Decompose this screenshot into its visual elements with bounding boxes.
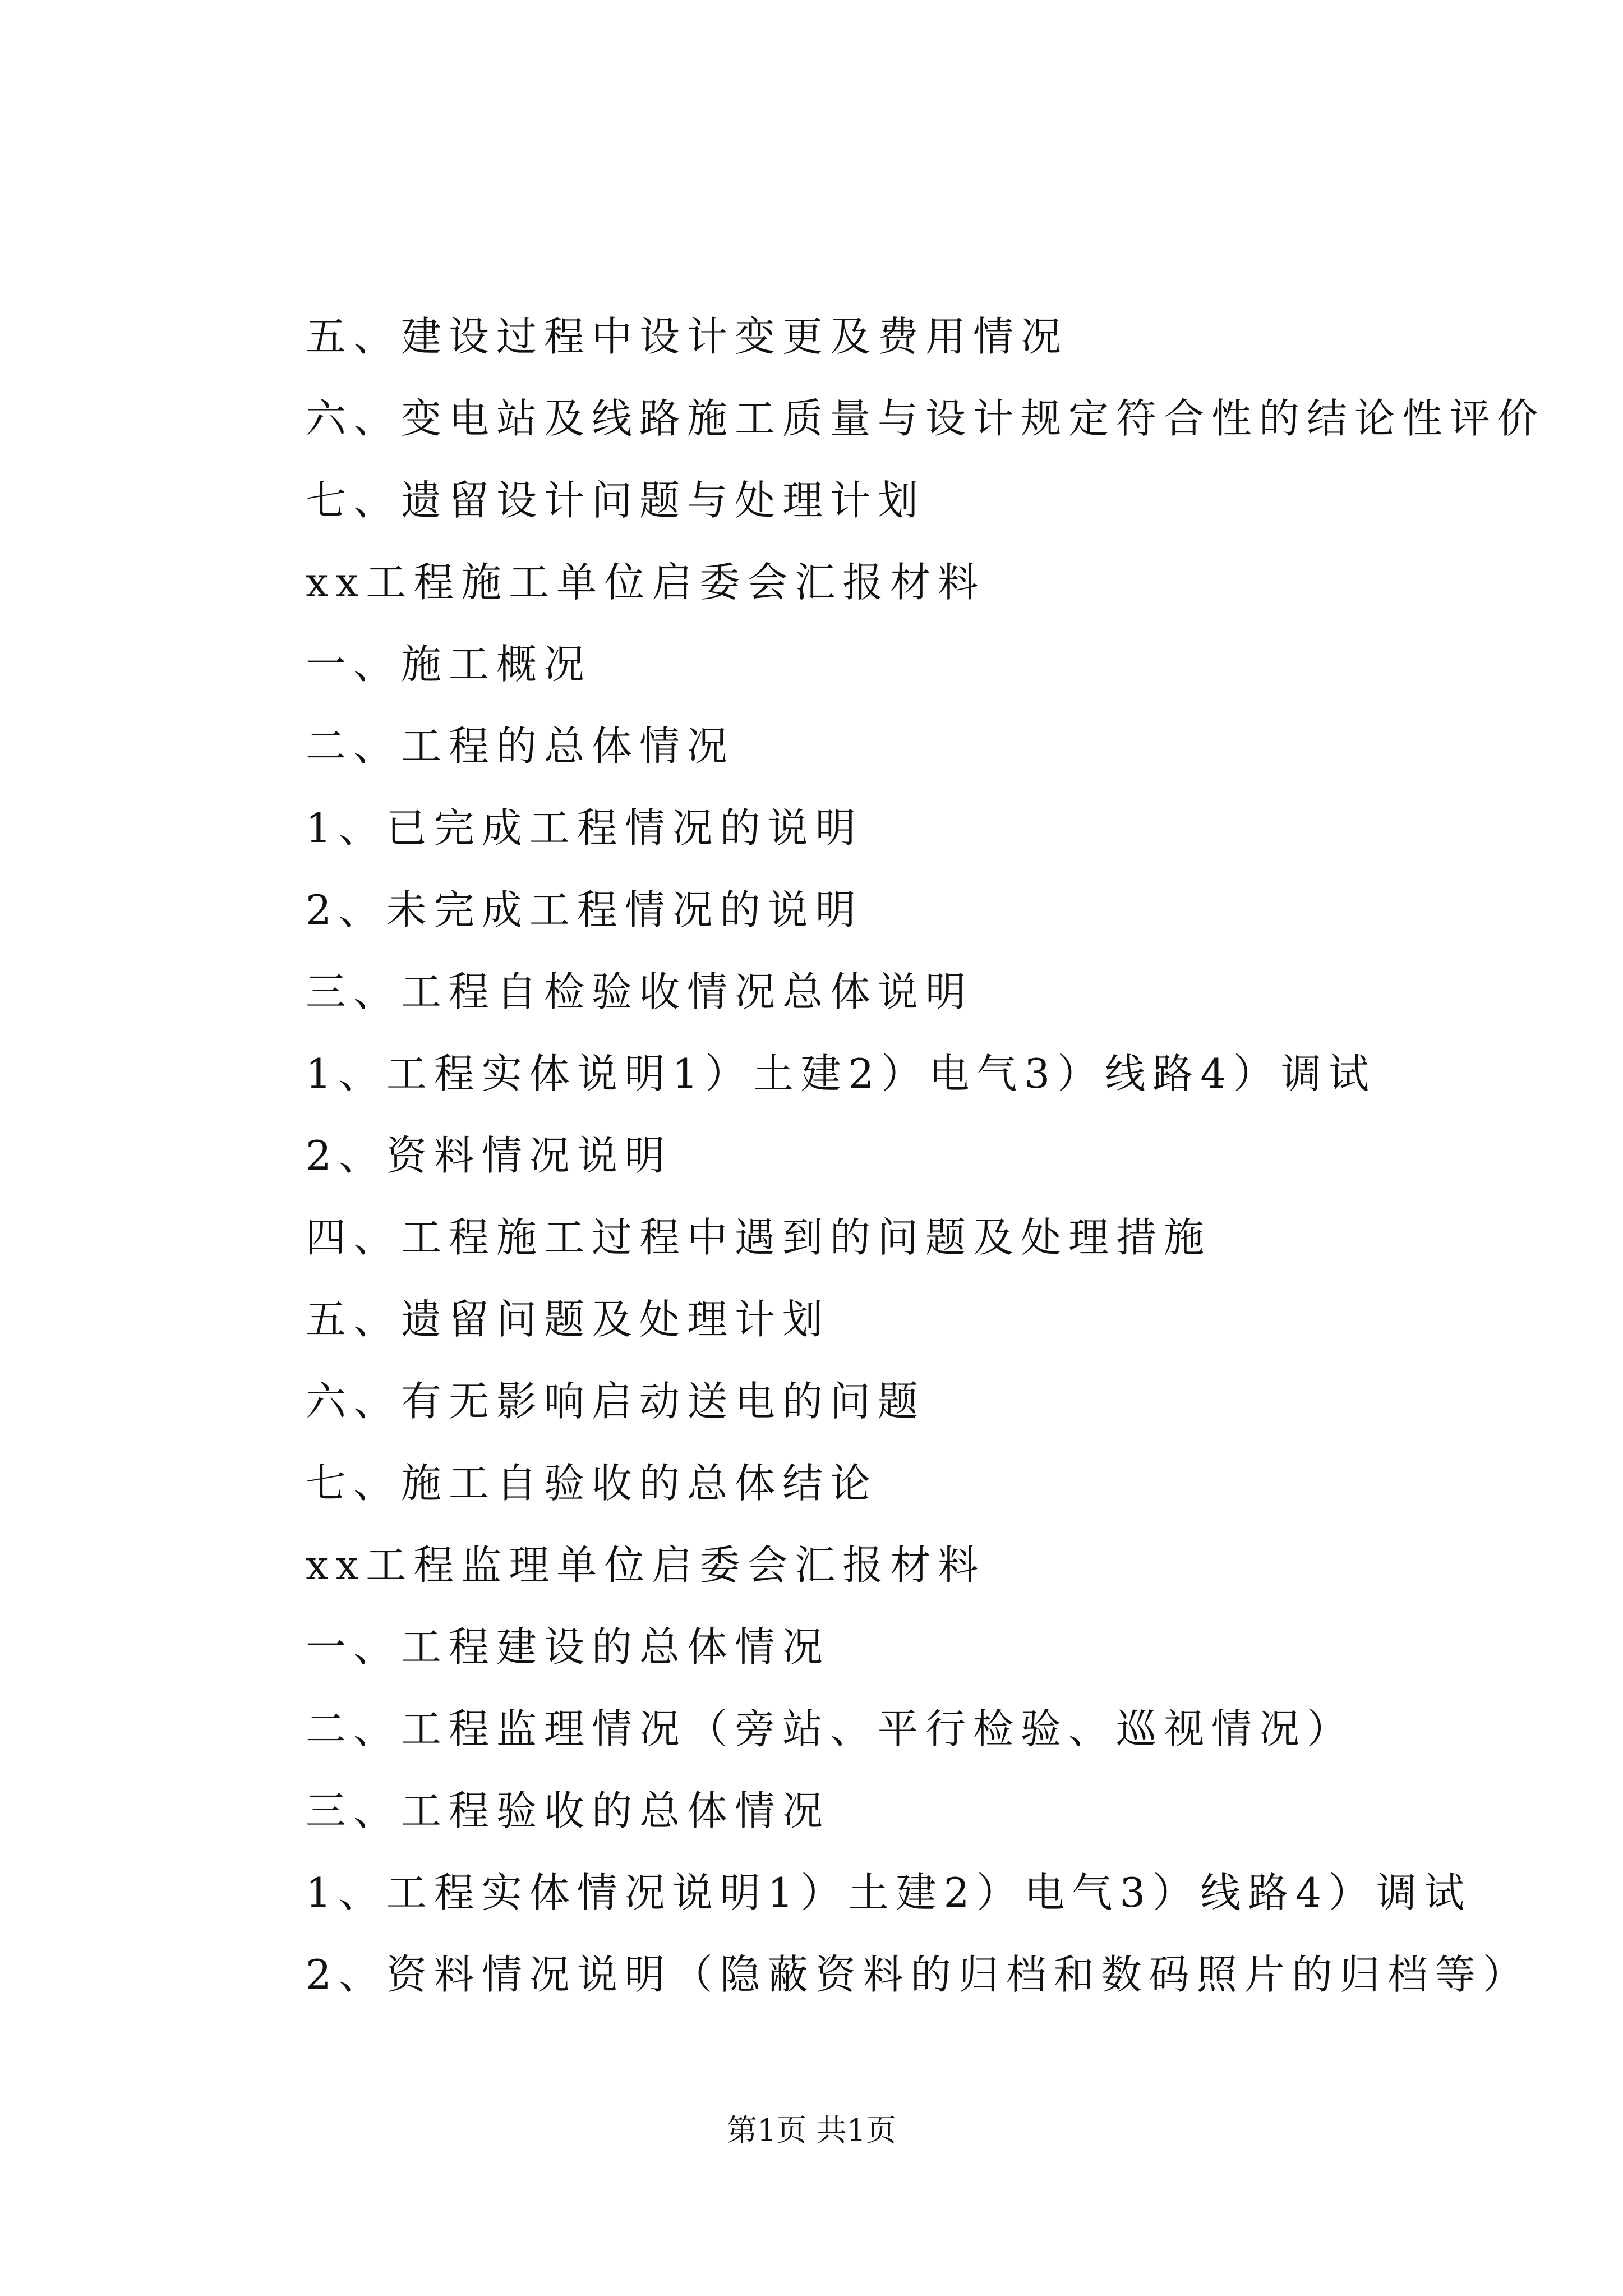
text-line: 五、建设过程中设计变更及费用情况 [306,313,1069,360]
text-line: 二、工程的总体情况 [306,723,735,770]
text-line: 一、工程建设的总体情况 [306,1623,831,1671]
text-line: 2、资料情况说明 [306,1132,672,1179]
text-line: 六、变电站及线路施工质量与设计规定符合性的结论性评价 [306,395,1546,442]
section-heading: xx工程监理单位启委会汇报材料 [306,1542,986,1589]
text-line: 六、有无影响启动送电的问题 [306,1378,926,1425]
text-line: 1、工程实体说明1）土建2）电气3）线路4）调试 [306,1050,1377,1097]
text-line: 五、遗留问题及处理计划 [306,1296,831,1343]
text-line: 二、工程监理情况（旁站、平行检验、巡视情况） [306,1705,1355,1752]
text-line: 七、施工自验收的总体结论 [306,1460,878,1507]
text-line: 四、工程施工过程中遇到的问题及处理措施 [306,1214,1212,1261]
text-line: 三、工程验收的总体情况 [306,1787,831,1834]
document-body [306,306,1567,2026]
text-line: 七、遗留设计问题与处理计划 [306,477,926,524]
text-line: 1、工程实体情况说明1）土建2）电气3）线路4）调试 [306,1869,1472,1916]
page-footer: 第1页 共1页 [727,2113,896,2148]
text-line: 1、已完成工程情况的说明 [306,804,863,852]
section-heading: xx工程施工单位启委会汇报材料 [306,559,986,606]
text-line: 2、资料情况说明（隐蔽资料的归档和数码照片的归档等） [306,1951,1530,1998]
text-line: 2、未完成工程情况的说明 [306,886,863,933]
text-line: 一、施工概况 [306,641,592,688]
text-line: 三、工程自检验收情况总体说明 [306,968,974,1015]
